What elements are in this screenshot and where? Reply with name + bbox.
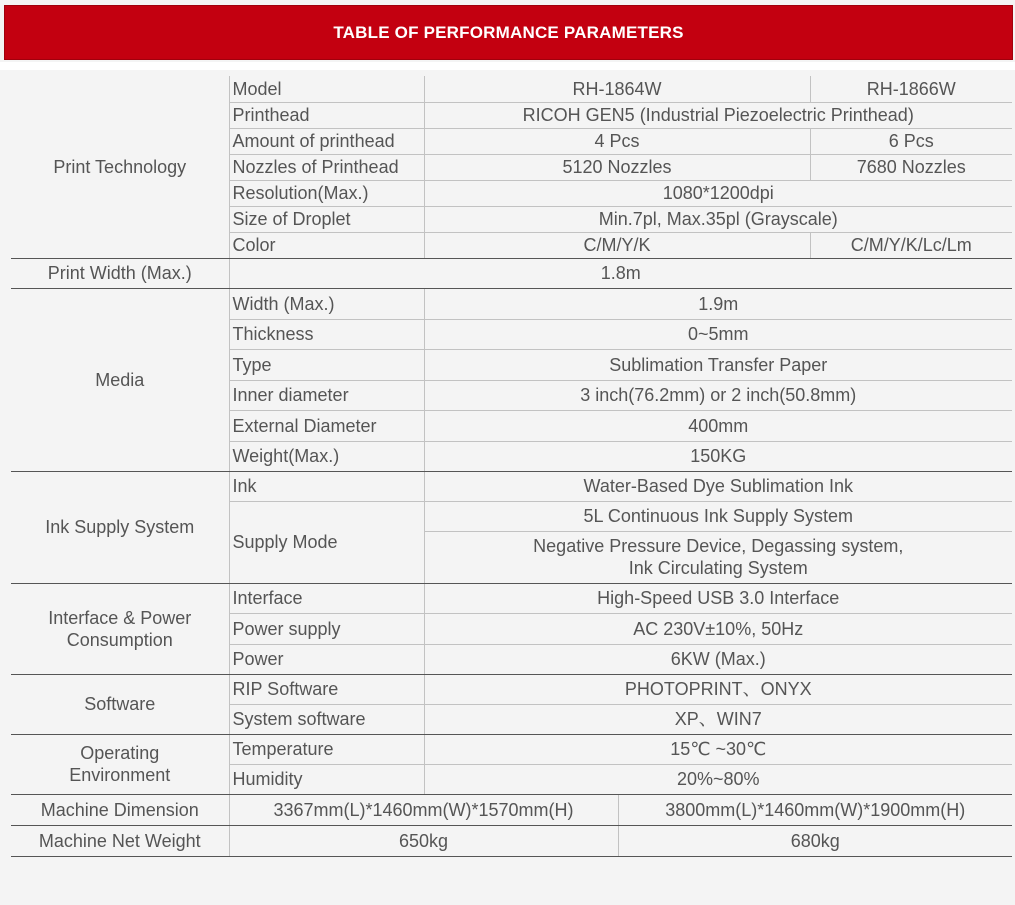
amount-label: Amount of printhead: [229, 128, 424, 154]
performance-parameters-table: [11, 76, 1012, 857]
type-value: Sublimation Transfer Paper: [424, 349, 1012, 380]
category-environment: [11, 734, 229, 794]
inner-diameter-value: 3 inch(76.2mm) or 2 inch(50.8mm): [424, 380, 1012, 410]
temperature-label: Temperature: [229, 734, 424, 764]
ink-label: Ink: [229, 471, 424, 501]
humidity-value: 20%~80%: [424, 764, 1012, 794]
model-a-header: RH-1864W: [424, 76, 810, 102]
thickness-label: Thickness: [229, 319, 424, 349]
category-media: Media: [11, 288, 229, 471]
dimension-b: 3800mm(L)*1460mm(W)*1900mm(H): [618, 794, 1012, 825]
category-interface-line-2: Consumption: [66, 629, 173, 650]
external-diameter-value: 400mm: [424, 410, 1012, 441]
interface-label: Interface: [229, 583, 424, 613]
table-row: [11, 76, 1012, 102]
power-supply-value: AC 230V±10%, 50Hz: [424, 613, 1012, 644]
temperature-value: 15℃ ~30℃: [424, 734, 1012, 764]
power-label: Power: [229, 644, 424, 674]
interface-value: High-Speed USB 3.0 Interface: [424, 583, 1012, 613]
amount-a: 4 Pcs: [424, 128, 810, 154]
divider: [0, 62, 1015, 70]
droplet-value: Min.7pl, Max.35pl (Grayscale): [424, 206, 1012, 232]
droplet-label: Size of Droplet: [229, 206, 424, 232]
category-environment-line-1: Operating: [80, 743, 160, 763]
supply-mode-line-1: Negative Pressure Device, Degassing system,: [533, 536, 904, 556]
rip-software-label: RIP Software: [229, 674, 424, 704]
table-row: [11, 794, 1012, 825]
category-software: Software: [11, 674, 229, 734]
external-diameter-label: External Diameter: [229, 410, 424, 441]
media-width-label: Width (Max.): [229, 288, 424, 319]
category-dimension: Machine Dimension: [11, 794, 229, 825]
power-value: 6KW (Max.): [424, 644, 1012, 674]
table-row: [11, 674, 1012, 704]
model-label: Model: [229, 76, 424, 102]
resolution-value: 1080*1200dpi: [424, 180, 1012, 206]
print-width-value: 1.8m: [229, 258, 1012, 288]
printhead-value: RICOH GEN5 (Industrial Piezoelectric Printhead): [424, 102, 1012, 128]
color-a: C/M/Y/K: [424, 232, 810, 258]
type-label: Type: [229, 349, 424, 380]
supply-mode-label: Supply Mode: [229, 501, 424, 583]
color-label: Color: [229, 232, 424, 258]
page-title: TABLE OF PERFORMANCE PARAMETERS: [333, 22, 684, 42]
system-software-label: System software: [229, 704, 424, 734]
resolution-label: Resolution(Max.): [229, 180, 424, 206]
table-row: [11, 471, 1012, 501]
supply-mode-value-2: [424, 531, 1012, 583]
table-row: [11, 583, 1012, 613]
power-supply-label: Power supply: [229, 613, 424, 644]
table-row: [11, 288, 1012, 319]
system-software-value: XP、WIN7: [424, 704, 1012, 734]
category-interface-power: [11, 583, 229, 674]
media-weight-value: 150KG: [424, 441, 1012, 471]
category-interface-line-1: Interface & Power: [48, 607, 192, 628]
nozzles-label: Nozzles of Printhead: [229, 154, 424, 180]
nozzles-b: 7680 Nozzles: [810, 154, 1012, 180]
category-print-width: Print Width (Max.): [11, 258, 229, 288]
supply-mode-value-1: 5L Continuous Ink Supply System: [424, 501, 1012, 531]
category-environment-line-2: Environment: [69, 765, 171, 785]
inner-diameter-label: Inner diameter: [229, 380, 424, 410]
ink-value: Water-Based Dye Sublimation Ink: [424, 471, 1012, 501]
printhead-label: Printhead: [229, 102, 424, 128]
thickness-value: 0~5mm: [424, 319, 1012, 349]
table-row: [11, 825, 1012, 856]
media-weight-label: Weight(Max.): [229, 441, 424, 471]
net-weight-a: 650kg: [229, 825, 618, 856]
rip-software-value: PHOTOPRINT、ONYX: [424, 674, 1012, 704]
table-row: [11, 734, 1012, 764]
category-net-weight: Machine Net Weight: [11, 825, 229, 856]
model-b-header: RH-1866W: [810, 76, 1012, 102]
net-weight-b: 680kg: [618, 825, 1012, 856]
amount-b: 6 Pcs: [810, 128, 1012, 154]
humidity-label: Humidity: [229, 764, 424, 794]
media-width-value: 1.9m: [424, 288, 1012, 319]
nozzles-a: 5120 Nozzles: [424, 154, 810, 180]
dimension-a: 3367mm(L)*1460mm(W)*1570mm(H): [229, 794, 618, 825]
table-row: [11, 258, 1012, 288]
category-print-technology: Print Technology: [11, 76, 229, 258]
category-ink-supply: Ink Supply System: [11, 471, 229, 583]
title-banner: [4, 5, 1013, 60]
color-b: C/M/Y/K/Lc/Lm: [810, 232, 1012, 258]
supply-mode-line-2: Ink Circulating System: [628, 558, 808, 578]
